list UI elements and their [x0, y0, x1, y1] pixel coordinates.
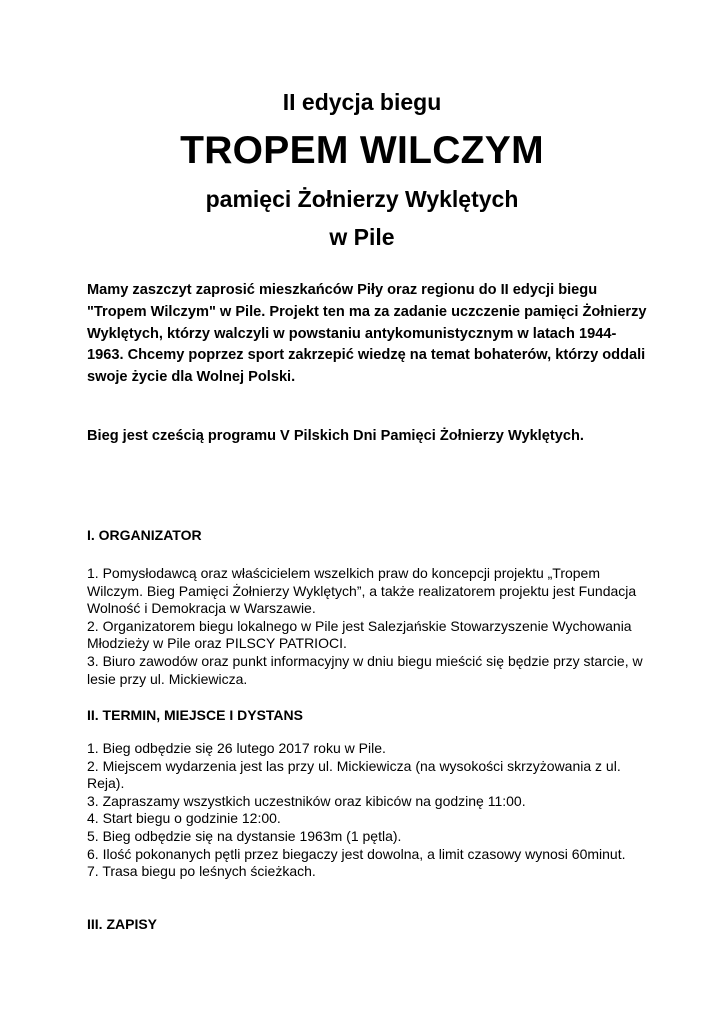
title-subtitle: pamięci Żołnierzy Wyklętych: [205, 186, 519, 212]
list-item: 1. Pomysłodawcą oraz właścicielem wszelkich praw do koncepcji projektu „Tropem Wilczym. Bieg Pamięci Żołnierzy Wyklętych”, a także realizatorem projektu jest Fundacja Wolność i Demokracja w Warszawie.: [87, 565, 637, 617]
section-heading-organizator: I. ORGANIZATOR: [87, 527, 202, 543]
list-item: 4. Start biegu o godzinie 12:00.: [87, 810, 281, 827]
list-item: 3. Zapraszamy wszystkich uczestników oraz kibiców na godzinę 11:00.: [87, 792, 526, 809]
title-edition: II edycja biegu: [282, 89, 442, 115]
intro-paragraph: Mamy zaszczyt zaprosić mieszkańców Piły oraz regionu do II edycji biegu "Tropem Wilczym" w Pile. Projekt ten ma za zadanie uczczenie pamięci Żołnierzy Wyklętych, którzy walczyli w powstaniu antykomunistycznym w latach 1944-1963. Chcemy poprzez sport zakrzepić wiedzę na temat bohaterów, którzy oddali swoje życie dla Wolnej Polski.: [87, 282, 647, 386]
title-location: w Pile: [329, 224, 395, 250]
list-item: 5. Bieg odbędzie się na dystansie 1963m (1 pętla).: [87, 827, 402, 844]
title-main: TROPEM WILCZYM: [180, 129, 544, 172]
intro-program-paragraph: Bieg jest cześcią programu V Pilskich Dni Pamięci Żołnierzy Wyklętych.: [87, 428, 584, 444]
list-item: 7. Trasa biegu po leśnych ścieżkach.: [87, 863, 316, 880]
list-item: 6. Ilość pokonanych pętli przez biegaczy jest dowolna, a limit czasowy wynosi 60minut.: [87, 845, 626, 862]
list-item: 2. Miejscem wydarzenia jest las przy ul. Mickiewicza (na wysokości skrzyżowania z ul. Reja).: [87, 757, 621, 792]
list-item: 3. Biuro zawodów oraz punkt informacyjny w dniu biegu mieścić się będzie przy starcie, w lesie przy ul. Mickiewicza.: [87, 652, 643, 687]
organizator-list: [87, 565, 647, 688]
section-heading-termin: II. TERMIN, MIEJSCE I DYSTANS: [87, 707, 303, 723]
termin-list: [87, 740, 647, 881]
section-heading-zapisy: III. ZAPISY: [87, 916, 158, 932]
list-item: 1. Bieg odbędzie się 26 lutego 2017 roku w Pile.: [87, 740, 386, 756]
title-block: [0, 88, 724, 252]
list-item: 2. Organizatorem biegu lokalnego w Pile jest Salezjańskie Stowarzyszenie Wychowania Młodzieży w Pile oraz PILSCY PATRIOCI.: [87, 617, 632, 652]
